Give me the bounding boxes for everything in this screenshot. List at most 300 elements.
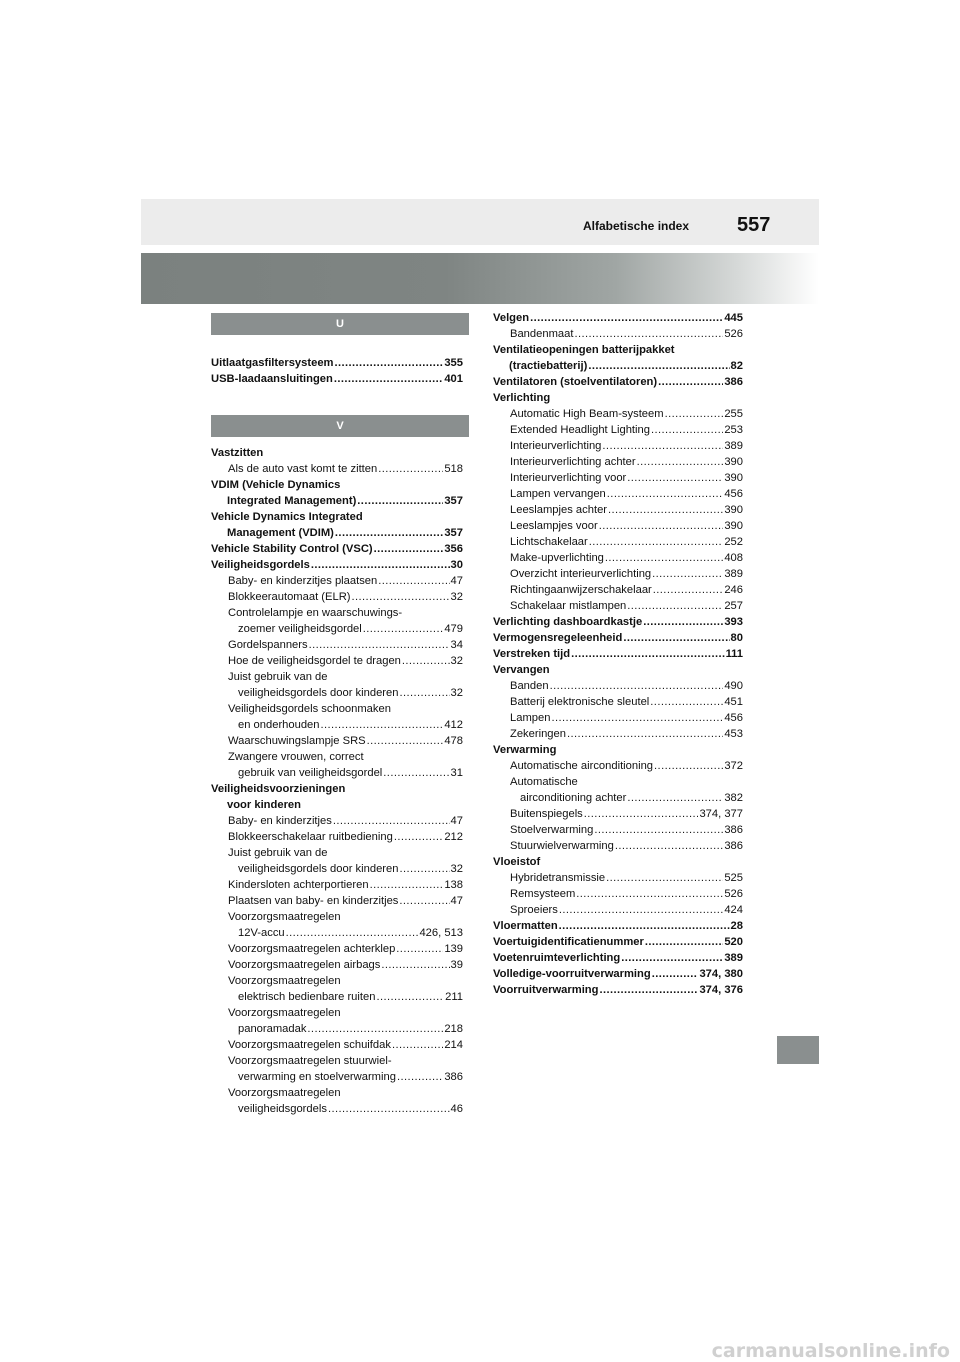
entry-page-number: 453 xyxy=(724,728,743,740)
entry-text: Kindersloten achterportieren xyxy=(228,879,369,891)
entry-text: Lampen vervangen xyxy=(510,488,606,500)
section-letter-v: V xyxy=(211,415,469,437)
entry-text: Voorzorgsmaatregelen airbags xyxy=(228,959,381,971)
entry-page-number: 526 xyxy=(724,328,743,340)
entry-page-number: 357 xyxy=(444,495,463,507)
index-entry xyxy=(211,989,463,1005)
dot-leader xyxy=(571,646,724,662)
decorative-gradient-bar xyxy=(141,253,819,304)
entry-text: Uitlaatgasfiltersysteem xyxy=(211,357,334,369)
entry-text: Automatische airconditioning xyxy=(510,760,654,772)
index-entry xyxy=(211,355,463,371)
index-entry xyxy=(493,646,743,662)
index-entry xyxy=(493,854,743,870)
index-entry xyxy=(211,1101,463,1117)
index-entry xyxy=(493,662,743,678)
entry-text: Integrated Management) xyxy=(227,495,357,507)
entry-page-number: 412 xyxy=(444,719,463,731)
index-entry xyxy=(493,726,743,742)
entry-page-number: 390 xyxy=(724,456,743,468)
entry-page-number: 47 xyxy=(450,575,463,587)
index-entry xyxy=(211,525,463,541)
entry-text: Leeslampjes voor xyxy=(510,520,598,532)
entry-page-number: 393 xyxy=(724,616,743,628)
index-entry xyxy=(493,502,743,518)
entry-text: Voorzorgsmaatregelen schuifdak xyxy=(228,1039,391,1051)
entry-page-number: 257 xyxy=(724,600,743,612)
entry-text: Verlichting dashboardkastje xyxy=(493,616,643,628)
index-entry xyxy=(493,822,743,838)
entry-text: Vermogensregeleenheid xyxy=(493,632,623,644)
entry-text: Bandenmaat xyxy=(510,328,574,340)
entry-text: Remsysteem xyxy=(510,888,576,900)
entry-text: Plaatsen van baby- en kinderzitjes xyxy=(228,895,399,907)
dot-leader xyxy=(652,566,723,582)
entry-page-number: 34 xyxy=(450,639,463,651)
entry-text: Batterij elektronische sleutel xyxy=(510,696,650,708)
index-entry xyxy=(493,390,743,406)
entry-text: Buitenspiegels xyxy=(510,808,583,820)
entry-text: panoramadak xyxy=(238,1023,307,1035)
index-entry xyxy=(493,870,743,886)
entry-page-number: 386 xyxy=(724,824,743,836)
dot-leader xyxy=(658,374,723,390)
entry-page-number: 46 xyxy=(450,1103,463,1115)
index-entry xyxy=(211,733,463,749)
entry-page-number: 401 xyxy=(444,373,463,385)
index-entry xyxy=(493,406,743,422)
dot-leader xyxy=(307,1021,443,1037)
entry-page-number: 386 xyxy=(444,1071,463,1083)
spacer xyxy=(211,407,463,415)
entry-text: veiligheidsgordels door kinderen xyxy=(238,687,399,699)
entry-text: elektrisch bedienbare ruiten xyxy=(238,991,376,1003)
index-entry xyxy=(493,518,743,534)
dot-leader xyxy=(615,838,723,854)
index-entry xyxy=(211,941,463,957)
dot-leader xyxy=(606,870,723,886)
entry-page-number: 374, 380 xyxy=(699,968,743,980)
entry-page-number: 390 xyxy=(724,472,743,484)
dot-leader xyxy=(588,358,729,374)
index-entry xyxy=(493,774,743,790)
entry-page-number: 47 xyxy=(450,815,463,827)
entry-page-number: 445 xyxy=(724,312,743,324)
dot-leader xyxy=(399,861,449,877)
entry-text: Richtingaanwijzerschakelaar xyxy=(510,584,652,596)
entry-page-number: 389 xyxy=(724,440,743,452)
entry-page-number: 389 xyxy=(724,952,743,964)
entry-text: Automatic High Beam-systeem xyxy=(510,408,664,420)
entry-text: Veiligheidsgordels schoonmaken xyxy=(228,703,391,715)
entry-text: Volledige-voorruitverwarming xyxy=(493,968,651,980)
dot-leader xyxy=(367,733,444,749)
dot-leader xyxy=(608,502,723,518)
index-entry xyxy=(211,797,463,813)
entry-text: Velgen xyxy=(493,312,530,324)
index-entry xyxy=(211,701,463,717)
entry-text: en onderhouden xyxy=(238,719,320,731)
entry-text: Ventilatieopeningen batterijpakket xyxy=(493,344,675,356)
entry-page-number: 374, 377 xyxy=(699,808,743,820)
index-entry xyxy=(211,371,463,387)
entry-page-number: 32 xyxy=(450,863,463,875)
index-entry xyxy=(211,621,463,637)
index-entry xyxy=(211,573,463,589)
index-entry xyxy=(211,669,463,685)
entry-page-number: 80 xyxy=(730,632,743,644)
entry-page-number: 214 xyxy=(444,1039,463,1051)
index-entry xyxy=(493,934,743,950)
entry-page-number: 526 xyxy=(724,888,743,900)
dot-leader xyxy=(599,982,698,998)
entry-text: Voorzorgsmaatregelen achterklep xyxy=(228,943,396,955)
entry-text: Vervangen xyxy=(493,664,550,676)
index-entry xyxy=(211,877,463,893)
index-entry xyxy=(211,605,463,621)
index-entry xyxy=(493,630,743,646)
entry-page-number: 39 xyxy=(450,959,463,971)
index-entry xyxy=(493,710,743,726)
entry-text: Management (VDIM) xyxy=(227,527,334,539)
index-entry xyxy=(493,742,743,758)
dot-leader xyxy=(574,326,723,342)
index-entry xyxy=(211,541,463,557)
watermark: carmanualsonline.info xyxy=(711,1340,950,1362)
entry-page-number: 386 xyxy=(724,840,743,852)
dot-leader xyxy=(637,454,724,470)
dot-leader xyxy=(643,614,723,630)
entry-page-number: 356 xyxy=(444,543,463,555)
entry-page-number: 218 xyxy=(444,1023,463,1035)
entry-text: Voorzorgsmaatregelen xyxy=(228,1007,341,1019)
entry-text: airconditioning achter xyxy=(520,792,627,804)
index-column-right xyxy=(493,310,743,998)
entry-text: Blokkeerautomaat (ELR) xyxy=(228,591,351,603)
index-entry xyxy=(211,637,463,653)
entry-page-number: 451 xyxy=(724,696,743,708)
entry-page-number: 520 xyxy=(724,936,743,948)
index-entry xyxy=(493,950,743,966)
index-entry xyxy=(211,909,463,925)
entry-page-number: 255 xyxy=(724,408,743,420)
dot-leader xyxy=(651,422,723,438)
index-entry xyxy=(211,477,463,493)
entry-text: Voertuigidentificatienummer xyxy=(493,936,644,948)
header-band xyxy=(141,199,819,245)
entry-text: Verstreken tijd xyxy=(493,648,571,660)
index-entry xyxy=(211,445,463,461)
index-entry xyxy=(493,454,743,470)
entry-text: Veiligheidsgordels xyxy=(211,559,310,571)
entry-page-number: 490 xyxy=(724,680,743,692)
index-entry xyxy=(211,685,463,701)
dot-leader xyxy=(605,550,723,566)
index-entry xyxy=(493,582,743,598)
entry-text: Make-upverlichting xyxy=(510,552,604,564)
entry-text: Extended Headlight Lighting xyxy=(510,424,650,436)
dot-leader xyxy=(352,589,450,605)
entry-text: (tractiebatterij) xyxy=(509,360,588,372)
dot-leader xyxy=(654,758,723,774)
dot-leader xyxy=(357,493,443,509)
entry-text: USB-laadaansluitingen xyxy=(211,373,333,385)
entry-page-number: 30 xyxy=(450,559,463,571)
index-entry xyxy=(211,765,463,781)
index-entry xyxy=(211,557,463,573)
entry-text: Baby- en kinderzitjes xyxy=(228,815,332,827)
entry-text: Voorruitverwarming xyxy=(493,984,599,996)
dot-leader xyxy=(333,813,450,829)
entry-text: zoemer veiligheidsgordel xyxy=(238,623,362,635)
index-entry xyxy=(493,694,743,710)
entry-page-number: 408 xyxy=(724,552,743,564)
dot-leader xyxy=(392,1037,443,1053)
page-number: 557 xyxy=(737,214,771,236)
index-entry xyxy=(493,838,743,854)
entry-text: Gordelspanners xyxy=(228,639,308,651)
dot-leader xyxy=(627,470,723,486)
index-entry xyxy=(493,486,743,502)
index-entry xyxy=(211,1053,463,1069)
dot-leader xyxy=(602,438,723,454)
entry-page-number: 47 xyxy=(450,895,463,907)
dot-leader xyxy=(650,694,723,710)
index-entry xyxy=(493,902,743,918)
spacer xyxy=(211,387,463,407)
entry-text: Vloermatten xyxy=(493,920,558,932)
entry-text: Voorzorgsmaatregelen xyxy=(228,911,341,923)
index-column-left xyxy=(211,313,463,1117)
dot-leader xyxy=(334,371,443,387)
entry-page-number: 253 xyxy=(724,424,743,436)
entry-text: Zekeringen xyxy=(510,728,566,740)
index-entry xyxy=(493,310,743,326)
spacer xyxy=(211,437,463,445)
index-entry xyxy=(493,534,743,550)
entry-text: veiligheidsgordels xyxy=(238,1103,327,1115)
entry-text: Sproeiers xyxy=(510,904,558,916)
entry-text: Juist gebruik van de xyxy=(228,847,328,859)
entry-page-number: 525 xyxy=(724,872,743,884)
entry-text: veiligheidsgordels door kinderen xyxy=(238,863,399,875)
entry-page-number: 32 xyxy=(450,687,463,699)
dot-leader xyxy=(286,925,419,941)
section-u-entries xyxy=(211,355,463,387)
entry-page-number: 138 xyxy=(444,879,463,891)
entry-text: Verlichting xyxy=(493,392,551,404)
dot-leader xyxy=(652,966,699,982)
entry-page-number: 252 xyxy=(724,536,743,548)
dot-leader xyxy=(559,902,723,918)
index-entry xyxy=(211,1085,463,1101)
index-entry xyxy=(211,749,463,765)
entry-text: Interieurverlichting achter xyxy=(510,456,636,468)
dot-leader xyxy=(374,541,444,557)
dot-leader xyxy=(589,534,724,550)
dot-leader xyxy=(653,582,724,598)
index-entry xyxy=(211,461,463,477)
index-entry xyxy=(493,342,743,358)
index-entry xyxy=(211,717,463,733)
entry-text: Schakelaar mistlampen xyxy=(510,600,627,612)
index-entry xyxy=(211,589,463,605)
entry-page-number: 456 xyxy=(724,712,743,724)
dot-leader xyxy=(627,598,723,614)
entry-page-number: 424 xyxy=(724,904,743,916)
index-entry xyxy=(211,925,463,941)
index-entry xyxy=(493,790,743,806)
entry-page-number: 479 xyxy=(444,623,463,635)
entry-text: Lichtschakelaar xyxy=(510,536,588,548)
dot-leader xyxy=(363,621,444,637)
entry-text: Hybridetransmissie xyxy=(510,872,606,884)
entry-text: Interieurverlichting voor xyxy=(510,472,627,484)
section-v-entries xyxy=(211,445,463,1117)
index-entry xyxy=(211,1021,463,1037)
entry-text: Vastzitten xyxy=(211,447,264,459)
section-letter-u: U xyxy=(211,313,469,335)
dot-leader xyxy=(397,1069,443,1085)
index-entry xyxy=(493,614,743,630)
entry-text: VDIM (Vehicle Dynamics xyxy=(211,479,341,491)
index-entry xyxy=(493,598,743,614)
entry-text: 12V-accu xyxy=(238,927,285,939)
entry-page-number: 357 xyxy=(444,527,463,539)
dot-leader xyxy=(399,893,449,909)
entry-text: Baby- en kinderzitjes plaatsen xyxy=(228,575,378,587)
index-entry xyxy=(493,358,743,374)
entry-text: Verwarming xyxy=(493,744,557,756)
dot-leader xyxy=(394,829,444,845)
index-entry xyxy=(211,1037,463,1053)
index-entry xyxy=(211,957,463,973)
entry-text: Blokkeerschakelaar ruitbediening xyxy=(228,831,393,843)
dot-leader xyxy=(530,310,723,326)
entry-page-number: 372 xyxy=(724,760,743,772)
entry-page-number: 390 xyxy=(724,504,743,516)
running-header-title: Alfabetische index xyxy=(583,219,690,233)
dot-leader xyxy=(402,653,450,669)
entry-text: Als de auto vast komt te zitten xyxy=(228,463,378,475)
index-entry xyxy=(493,422,743,438)
index-entry xyxy=(493,550,743,566)
entry-text: Vloeistof xyxy=(493,856,541,868)
index-entry xyxy=(493,566,743,582)
entry-page-number: 111 xyxy=(725,648,743,660)
entry-text: verwarming en stoelverwarming xyxy=(238,1071,396,1083)
entry-text: Hoe de veiligheidsgordel te dragen xyxy=(228,655,401,667)
index-entry xyxy=(493,918,743,934)
dot-leader xyxy=(309,637,450,653)
dot-leader xyxy=(378,573,449,589)
entry-page-number: 456 xyxy=(724,488,743,500)
dot-leader xyxy=(335,525,443,541)
entry-text: Banden xyxy=(510,680,549,692)
entry-page-number: 32 xyxy=(450,591,463,603)
entry-page-number: 246 xyxy=(724,584,743,596)
entry-page-number: 382 xyxy=(724,792,743,804)
dot-leader xyxy=(599,518,724,534)
index-entry xyxy=(493,806,743,822)
index-entry xyxy=(211,493,463,509)
entry-page-number: 389 xyxy=(724,568,743,580)
entry-text: Overzicht interieurverlichting xyxy=(510,568,652,580)
entry-text: Voetenruimteverlichting xyxy=(493,952,621,964)
dot-leader xyxy=(623,630,729,646)
entry-text: Voorzorgsmaatregelen xyxy=(228,975,341,987)
entry-page-number: 478 xyxy=(444,735,463,747)
dot-leader xyxy=(576,886,723,902)
dot-leader xyxy=(551,710,723,726)
dot-leader xyxy=(321,717,444,733)
entry-text: Voorzorgsmaatregelen stuurwiel- xyxy=(228,1055,392,1067)
dot-leader xyxy=(665,406,724,422)
entry-page-number: 211 xyxy=(445,991,463,1003)
index-entry xyxy=(211,845,463,861)
index-entry xyxy=(493,758,743,774)
dot-leader xyxy=(645,934,723,950)
index-entry xyxy=(493,326,743,342)
index-entry xyxy=(211,973,463,989)
dot-leader xyxy=(383,765,449,781)
index-entry xyxy=(211,1069,463,1085)
index-entry xyxy=(211,861,463,877)
entry-text: Waarschuwingslampje SRS xyxy=(228,735,366,747)
entry-text: Voorzorgsmaatregelen xyxy=(228,1087,341,1099)
entry-page-number: 518 xyxy=(444,463,463,475)
dot-leader xyxy=(627,790,723,806)
dot-leader xyxy=(381,957,449,973)
entry-page-number: 390 xyxy=(724,520,743,532)
dot-leader xyxy=(607,486,724,502)
dot-leader xyxy=(567,726,723,742)
index-entry xyxy=(493,374,743,390)
entry-text: Vehicle Dynamics Integrated xyxy=(211,511,363,523)
entry-text: Stoelverwarming xyxy=(510,824,594,836)
entry-text: Zwangere vrouwen, correct xyxy=(228,751,364,763)
dot-leader xyxy=(328,1101,450,1117)
dot-leader xyxy=(584,806,699,822)
section-v-entries-continued xyxy=(493,310,743,998)
dot-leader xyxy=(399,685,449,701)
entry-page-number: 82 xyxy=(730,360,743,372)
dot-leader xyxy=(550,678,724,694)
entry-text: Controlelampje en waarschuwings- xyxy=(228,607,403,619)
entry-text: Automatische xyxy=(510,776,578,788)
index-entry xyxy=(211,1005,463,1021)
index-entry xyxy=(211,829,463,845)
entry-page-number: 355 xyxy=(444,357,463,369)
dot-leader xyxy=(594,822,723,838)
entry-page-number: 28 xyxy=(730,920,743,932)
index-entry xyxy=(493,966,743,982)
index-entry xyxy=(211,509,463,525)
dot-leader xyxy=(335,355,444,371)
entry-page-number: 139 xyxy=(444,943,463,955)
index-entry xyxy=(493,982,743,998)
spacer xyxy=(211,335,463,355)
entry-text: Juist gebruik van de xyxy=(228,671,328,683)
index-entry xyxy=(493,886,743,902)
index-entry xyxy=(211,813,463,829)
entry-page-number: 32 xyxy=(450,655,463,667)
entry-text: Leeslampjes achter xyxy=(510,504,608,516)
index-entry xyxy=(211,653,463,669)
dot-leader xyxy=(378,461,443,477)
entry-text: Lampen xyxy=(510,712,551,724)
entry-page-number: 374, 376 xyxy=(699,984,743,996)
